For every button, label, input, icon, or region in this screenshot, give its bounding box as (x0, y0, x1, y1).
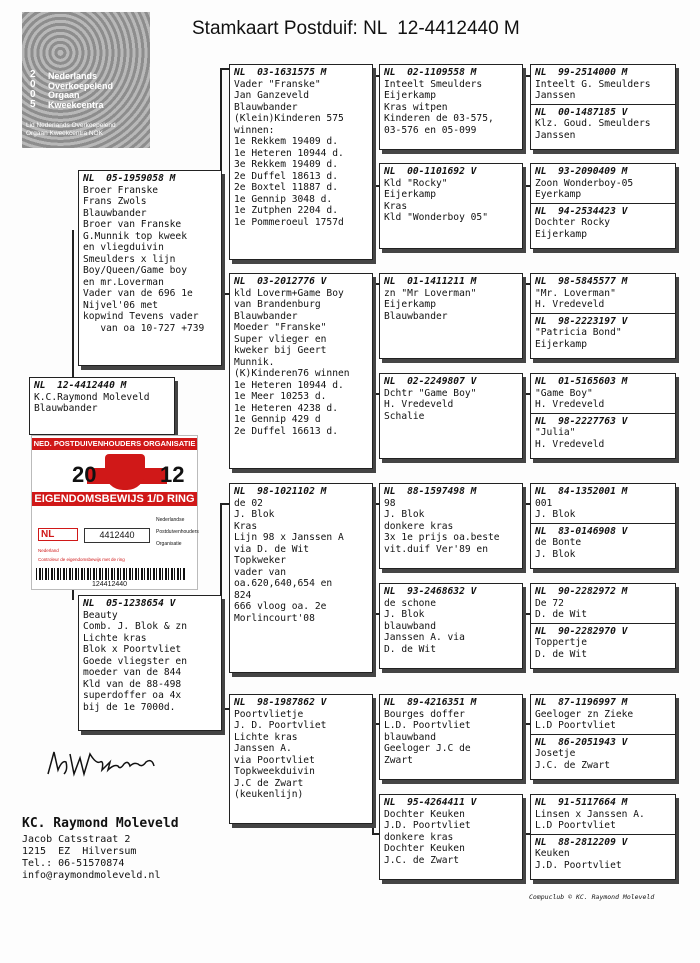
card-line: Zwart (384, 754, 413, 766)
card-line: Zoon Wonderboy-05 (535, 177, 634, 189)
card-line: Dchtr "Game Boy" (384, 387, 477, 399)
card-line: J. Blok (535, 509, 576, 520)
sticker-year-left: 20 (72, 462, 97, 487)
nok-logo (22, 12, 150, 148)
card-line: bij de 1e 7000d. (83, 701, 176, 713)
card-line: Lijn 98 x Janssen A (234, 532, 344, 543)
ring-number: NL 01-1411211 M (384, 276, 477, 287)
card-line: 1e Heteren 10944 d. (234, 147, 344, 159)
card-line: Jan Ganzeveld (234, 90, 310, 101)
card-line: 1e Meer 10253 d. (234, 391, 327, 402)
card-line: Broer van Franske (83, 219, 182, 230)
card-line: Geeloger J.C de (384, 743, 471, 754)
ownership-sticker (31, 435, 198, 590)
sticker-side-text: Nederlandse (156, 517, 185, 523)
sticker-number: 4412440 (84, 528, 150, 543)
card-line: J. Blok (384, 609, 425, 620)
card-line: L.D Poortvliet (535, 720, 616, 731)
card-line: via D. de Wit (234, 543, 310, 555)
card-line: Blauwbander (83, 207, 147, 219)
card-line: Eijerkamp (384, 299, 436, 310)
card-line: J. Blok (234, 509, 275, 520)
card-line: zn "Mr Loverman" (384, 287, 477, 299)
card-line: 824 (234, 589, 252, 601)
sticker-small-text: Nederland (38, 548, 59, 553)
card-line: H. Vredeveld (535, 438, 605, 450)
card-line: H. Vredeveld (535, 399, 605, 410)
ring-number: NL 90-2282972 M (535, 586, 628, 597)
subject-ring: NL 12-4412440 M (34, 380, 127, 391)
card-line: Janssen (535, 90, 576, 101)
card-line: Janssen A. via (384, 632, 465, 643)
ring-number: NL 00-1101692 V (384, 166, 477, 177)
lion-shield-icon (105, 454, 145, 490)
pedigree-card-gen5-pair (530, 163, 676, 249)
ring-number: NL 98-2223197 V (535, 315, 628, 327)
pedigree-card-pedigree-fff (379, 64, 523, 150)
card-line: 2e Duffel 16613 d. (234, 425, 338, 437)
pedigree-card-gen5-pair (530, 794, 676, 880)
card-line: oa.620,640,654 en (234, 578, 333, 589)
ring-number: NL 87-1196997 M (535, 697, 628, 708)
card-line: Eijerkamp (384, 90, 436, 101)
card-line: J.C de Zwart (234, 777, 304, 789)
ring-number: NL 83-0146908 V (535, 525, 628, 537)
ring-number: NL 98-5845577 M (535, 276, 628, 287)
card-line: donkere kras (384, 520, 454, 532)
barcode (36, 568, 186, 580)
card-line: Comb. J. Blok & zn (83, 621, 187, 632)
card-line: Blauwbander (234, 310, 298, 322)
card-line: Nijvel'06 met (83, 299, 159, 311)
pedigree-card-pedigree-ffm (379, 163, 523, 249)
card-line: J.C. de Zwart (384, 854, 460, 866)
card-line: Blok x Poortvliet (83, 644, 182, 655)
card-line: donkere kras (384, 831, 454, 843)
sticker-year-right: 12 (160, 462, 185, 487)
card-line: 666 vloog oa. 2e (234, 601, 327, 612)
card-line: (Klein)Kinderen 575 (234, 113, 344, 124)
ring-number: NL 05-1959058 M (83, 173, 176, 184)
ring-number: NL 01-5165603 M (535, 376, 628, 387)
pedigree-card-pedigree-mmm (379, 794, 523, 880)
card-line: 1e Heteren 4238 d. (234, 402, 338, 414)
card-line: Kld "Wonderboy 05" (384, 212, 488, 223)
card-line: Eyerkamp (535, 189, 582, 200)
card-line: Keuken (535, 848, 570, 859)
card-line: de 02 (234, 497, 263, 509)
sticker-band: EIGENDOMSBEWIJS 1/D RING (32, 492, 197, 506)
card-line: D. de Wit (535, 648, 587, 660)
card-line: blauwband (384, 620, 436, 632)
ring-number: NL 98-1987862 V (234, 697, 327, 708)
card-line: 1e Rekkem 19409 d. (234, 136, 338, 147)
ring-number: NL 98-1021102 M (234, 486, 327, 497)
sticker-small-text: Controleur de eigendomsbewijs met de ring (38, 557, 125, 562)
card-line: Vader "Franske" (234, 78, 321, 90)
card-line: Bourges doffer (384, 708, 465, 720)
card-line: J.D. Poortvliet (384, 820, 471, 831)
card-line: Morlincourt'08 (234, 612, 315, 624)
card-line: 001 (535, 497, 553, 509)
ring-number: NL 88-2812209 V (535, 836, 628, 848)
subject-line: Blauwbander (34, 403, 98, 414)
card-line: Dochter Keuken (384, 843, 465, 854)
card-line: Super vlieger en (234, 333, 327, 345)
card-line: G.Munnik top kweek (83, 230, 187, 242)
pedigree-card-pedigree-mmf (379, 694, 523, 780)
subject-card (29, 377, 175, 435)
card-line: H. Vredeveld (384, 399, 454, 410)
card-line: Kld van de 88-498 (83, 678, 182, 690)
logo-subtext: Lid Nederlands Overkoepelend Orgaan Kweekcentra NOK (26, 122, 116, 137)
ring-number: NL 03-2012776 V (234, 276, 327, 287)
card-line: Blauwbander (234, 101, 298, 113)
pedigree-card-gen5-pair (530, 64, 676, 150)
card-line: Kld "Rocky" (384, 177, 448, 189)
card-line: Dochter Keuken (384, 808, 465, 820)
card-line: J.C. de Zwart (535, 759, 611, 771)
card-line: Lichte kras (83, 632, 147, 644)
card-line: kld Loverm+Game Boy (234, 287, 344, 299)
sticker-side-text: Organisatie (156, 541, 182, 547)
card-line: Dochter Rocky (535, 217, 611, 228)
card-line: de schone (384, 597, 436, 609)
ring-number: NL 98-2227763 V (535, 415, 628, 427)
card-line: Smeulders x lijn (83, 253, 176, 265)
card-line: J. Blok (535, 548, 576, 560)
card-line: blauwband (384, 731, 436, 743)
card-line: D. de Wit (535, 609, 587, 620)
pedigree-card-pedigree-ff (229, 64, 373, 260)
ring-number: NL 88-1597498 M (384, 486, 477, 497)
card-line: 1e Zutphen 2204 d. (234, 205, 338, 216)
card-line: 2e Boxtel 11887 d. (234, 182, 338, 193)
card-line: vit.duif Ver'89 en (384, 543, 488, 555)
sticker-header: NED. POSTDUIVENHOUDERS ORGANISATIE (33, 439, 196, 448)
card-line: Goede vliegster en (83, 655, 187, 667)
card-line: 03-576 en 05-099 (384, 124, 477, 136)
page-title: Stamkaart Postduif: NL 12-4412440 M (192, 18, 520, 39)
card-line: kweker bij Geert (234, 345, 327, 356)
pedigree-card-pedigree-fmm (379, 373, 523, 459)
card-line: Geeloger zn Zieke (535, 708, 634, 720)
pedigree-card-gen5-pair (530, 483, 676, 569)
sticker-country: NL (38, 528, 78, 541)
card-line: Schalie (384, 410, 425, 422)
sticker-side-text: Postduivenhouders (156, 529, 199, 535)
logo-text: Nederlands Overkoepelend Orgaan Kweekcentra (48, 71, 114, 110)
card-line: Boy/Queen/Game boy (83, 265, 187, 276)
card-line: Janssen (535, 129, 576, 141)
card-line: Kras (384, 200, 408, 212)
card-line: "Julia" (535, 427, 576, 438)
ring-number: NL 03-1631575 M (234, 67, 327, 78)
card-line: Klz. Goud. Smeulders (535, 118, 651, 129)
ring-number: NL 91-5117664 M (535, 797, 628, 808)
pedigree-card-pedigree-fmf (379, 273, 523, 359)
pedigree-card-gen5-pair (530, 583, 676, 669)
card-line: Toppertje (535, 637, 587, 648)
owner-line: Tel.: 06-51570874 (22, 858, 125, 869)
ring-number: NL 89-4216351 M (384, 697, 477, 708)
pedigree-card-pedigree-father (78, 170, 222, 366)
card-line: D. de Wit (384, 643, 436, 655)
card-line: Janssen A. (234, 743, 292, 754)
ring-number: NL 93-2090409 M (535, 166, 628, 177)
card-line: L.D. Poortvliet (384, 720, 471, 731)
footer-credit: Compuclub © KC. Raymond Moleveld (529, 893, 655, 901)
card-line: Blauwbander (384, 310, 448, 322)
card-line: 1e Heteren 10944 d. (234, 379, 344, 391)
owner-line: Jacob Catsstraat 2 (22, 834, 131, 845)
card-line: Kinderen de 03-575, (384, 113, 494, 124)
pedigree-card-pedigree-mother (78, 595, 222, 731)
signature (44, 740, 174, 780)
ring-number: NL 90-2282970 V (535, 625, 628, 637)
card-line: Eijerkamp (535, 338, 587, 350)
card-line: vader van (234, 566, 286, 578)
ring-number: NL 95-4264411 V (384, 797, 477, 808)
logo-year: 2 0 0 5 (30, 69, 36, 110)
owner-name: KC. Raymond Moleveld (22, 816, 179, 831)
ring-number: NL 86-2051943 V (535, 736, 628, 748)
card-line: 1e Pommeroeul 1757d (234, 216, 344, 228)
pedigree-card-pedigree-mf (229, 483, 373, 673)
card-line: Poortvlietje (234, 708, 304, 720)
card-line: Frans Zwols (83, 196, 147, 207)
card-line: Kras (234, 520, 258, 532)
pedigree-card-gen5-pair (530, 373, 676, 459)
card-line: "Mr. Loverman" (535, 287, 616, 299)
card-line: moeder van de 844 (83, 667, 182, 678)
card-line: superdoffer oa 4x (83, 690, 182, 701)
card-line: Beauty (83, 609, 118, 621)
owner-address (22, 818, 179, 882)
card-line: Eijerkamp (535, 228, 587, 240)
ring-number: NL 00-1487185 V (535, 106, 628, 118)
subject-line: K.C.Raymond Moleveld (34, 391, 150, 403)
pedigree-card-pedigree-mfm (379, 583, 523, 669)
ring-number: NL 93-2468632 V (384, 586, 477, 597)
card-line: de Bonte (535, 537, 582, 548)
owner-line: 1215 EZ Hilversum (22, 846, 137, 857)
card-line: Inteelt Smeulders (384, 78, 483, 90)
card-line: 98 (384, 497, 396, 509)
card-line: van Brandenburg (234, 299, 321, 310)
card-line: (keukenlijn) (234, 789, 304, 800)
card-line: Lichte kras (234, 731, 298, 743)
card-line: 3x 1e prijs oa.beste (384, 532, 500, 543)
card-line: winnen: (234, 124, 275, 136)
card-line: "Game Boy" (535, 387, 593, 399)
card-line: Moeder "Franske" (234, 322, 327, 333)
card-line: 3e Rekkem 19409 d. (234, 159, 338, 170)
ring-number: NL 02-1109558 M (384, 67, 477, 78)
card-line: Broer Franske (83, 184, 159, 196)
owner-email[interactable]: info@raymondmoleveld.nl (22, 870, 161, 881)
card-line: 2e Duffel 18613 d. (234, 170, 338, 182)
card-line: kopwind Tevens vader (83, 311, 199, 322)
pedigree-card-gen5-pair (530, 694, 676, 780)
card-line: "Patricia Bond" (535, 327, 622, 338)
pedigree-card-gen5-pair (530, 273, 676, 359)
ring-number: NL 02-2249807 V (384, 376, 477, 387)
card-line: Eijerkamp (384, 189, 436, 200)
ring-number: NL 84-1352001 M (535, 486, 628, 497)
card-line: van oa 10-727 +739 (83, 322, 205, 334)
card-line: Inteelt G. Smeulders (535, 78, 651, 90)
card-line: Kras witpen (384, 101, 448, 113)
card-line: en mr.Loverman (83, 276, 164, 288)
ring-number: NL 05-1238654 V (83, 598, 176, 609)
card-line: via Poortvliet (234, 754, 315, 766)
pedigree-card-pedigree-mff (379, 483, 523, 569)
card-line: en vliegduivin (83, 242, 164, 253)
card-line: J. D. Poortvliet (234, 720, 327, 731)
card-line: J. Blok (384, 509, 425, 520)
card-line: (K)Kinderen76 winnen (234, 368, 350, 379)
pedigree-card-pedigree-mm (229, 694, 373, 824)
card-line: 1e Gennip 3048 d. (234, 193, 333, 205)
card-line: L.D Poortvliet (535, 820, 616, 831)
card-line: Topkweker (234, 555, 286, 566)
card-line: 1e Gennip 429 d (234, 414, 321, 425)
card-line: H. Vredeveld (535, 299, 605, 310)
barcode-number: 124412440 (92, 581, 128, 588)
card-line: J.D. Poortvliet (535, 859, 622, 871)
card-line: Munnik. (234, 356, 275, 368)
card-line: Vader van de 696 1e (83, 288, 193, 299)
card-line: Josetje (535, 748, 576, 759)
card-line: De 72 (535, 597, 564, 609)
card-line: Linsen x Janssen A. (535, 808, 645, 820)
card-line: Topkweekduivin (234, 766, 315, 777)
ring-number: NL 99-2514000 M (535, 67, 628, 78)
pedigree-card-pedigree-fm (229, 273, 373, 469)
ring-number: NL 94-2534423 V (535, 205, 628, 217)
